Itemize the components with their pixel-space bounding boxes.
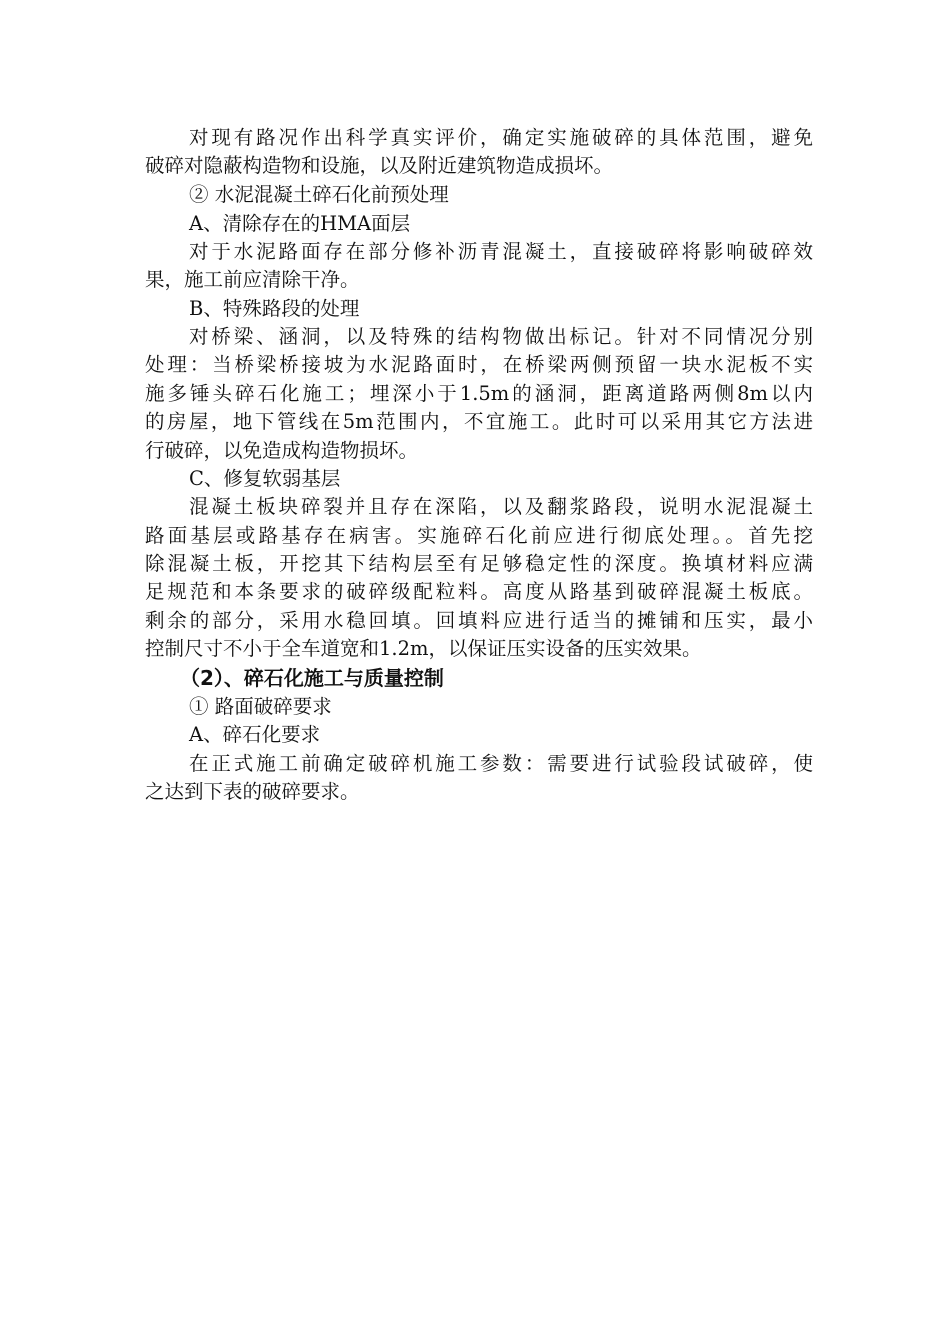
paragraph-line: 果，施工前应清除干净。 — [145, 268, 360, 291]
paragraph-line: 之达到下表的破碎要求。 — [145, 780, 360, 803]
subheading: ② 水泥混凝土碎石化前预处理 — [189, 183, 449, 206]
paragraph-line: 处理：当桥梁桥接坡为水泥路面时，在桥梁两侧预留一块水泥板不实 — [145, 353, 813, 376]
paragraph-line: 剩余的部分，采用水稳回填。回填料应进行适当的摊铺和压实，最小 — [145, 609, 813, 632]
subheading: A、碎石化要求 — [189, 723, 321, 746]
paragraph-line: 足规范和本条要求的破碎级配粒料。高度从路基到破碎混凝土板底。 — [145, 580, 813, 603]
subheading: C、修复软弱基层 — [189, 467, 341, 490]
paragraph-line: 破碎对隐蔽构造物和设施，以及附近建筑物造成损坏。 — [145, 154, 614, 177]
paragraph-line: 路面基层或路基存在病害。实施碎石化前应进行彻底处理。。首先挖 — [145, 524, 813, 547]
paragraph-line: 对桥梁、涵洞，以及特殊的结构物做出标记。针对不同情况分别 — [189, 325, 813, 348]
paragraph-line: 的房屋，地下管线在5m范围内，不宜施工。此时可以采用其它方法进 — [145, 410, 813, 433]
paragraph-line: 控制尺寸不小于全车道宽和1.2m，以保证压实设备的压实效果。 — [145, 637, 702, 660]
paragraph-line: 对现有路况作出科学真实评价，确定实施破碎的具体范围，避免 — [189, 126, 813, 149]
subheading: B、特殊路段的处理 — [189, 297, 360, 320]
paragraph-line: 混凝土板块碎裂并且存在深陷，以及翻浆路段，说明水泥混凝土 — [189, 495, 813, 518]
subheading: A、清除存在的HMA面层 — [189, 212, 411, 235]
subheading: ① 路面破碎要求 — [189, 695, 332, 718]
paragraph-line: 行破碎，以免造成构造物损坏。 — [145, 439, 419, 462]
section-heading: （2）、碎石化施工与质量控制 — [180, 666, 444, 690]
paragraph-line: 在正式施工前确定破碎机施工参数：需要进行试验段试破碎，使 — [189, 752, 813, 775]
paragraph-line: 对于水泥路面存在部分修补沥青混凝土，直接破碎将影响破碎效 — [189, 240, 813, 263]
paragraph-line: 施多锤头碎石化施工；埋深小于1.5m的涵洞，距离道路两侧8m以内 — [145, 382, 813, 405]
paragraph-line: 除混凝土板，开挖其下结构层至有足够稳定性的深度。换填材料应满 — [145, 552, 813, 575]
